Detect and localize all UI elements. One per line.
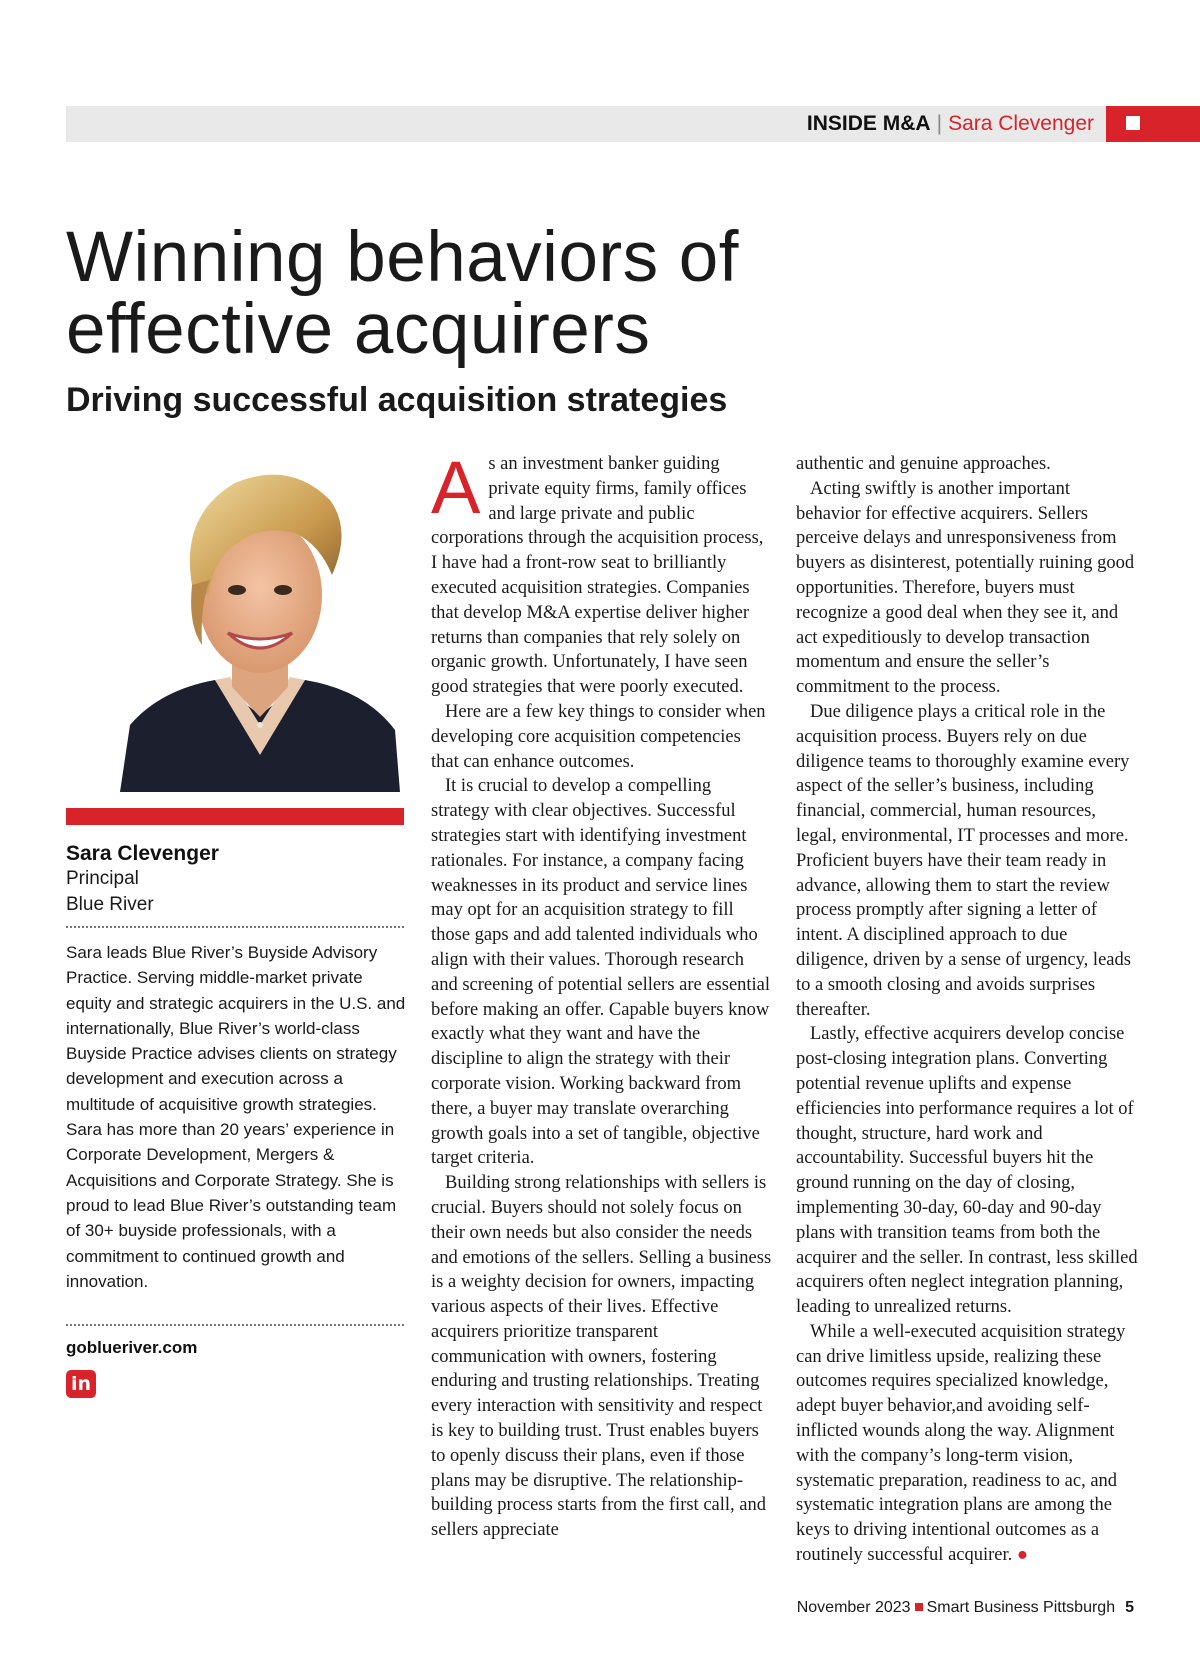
end-mark-icon: ● <box>1016 1545 1029 1566</box>
square-icon <box>915 1603 923 1611</box>
author-portrait <box>120 455 400 792</box>
header-separator: | <box>936 112 943 135</box>
website-link[interactable]: goblueriver.com <box>66 1338 198 1357</box>
headline-line-1: Winning behaviors of <box>66 218 740 297</box>
bio-text: Sara leads Blue River’s Buyside Advisory Practice. Serving middle-market private equity and strategic acquirers in the U.S. and internationally, Blue River’s world-class Buyside Practice advises clients on strategy development and execution across a multitude of acquisitive growth strategies. Sara has more than 20 years’ experience in Corporate Development, Mergers & Acquisitions and Corporate Strategy. She is proud to lead Blue River’s outstanding team of 30+ buyside professionals, with a commitment to continued growth and innovation. <box>66 943 406 1291</box>
bio-name: Sara Clevenger <box>66 842 219 865</box>
article-paragraph: Lastly, effective acquirers develop concise post-closing integration plans. Converting potential revenue uplifts and expense efficiencies into performance requires a lot of thought, structure, hard work and accountability. Successful buyers hit the ground running on the day of closing, implementing 30-day, 60-day and 90-day plans with transition teams from both the acquirer and the seller. In contrast, less skilled acquirers often neglect integration planning, leading to unrealized returns. <box>796 1024 1138 1318</box>
bio-divider <box>66 1324 404 1326</box>
page-footer <box>797 1599 1134 1617</box>
linkedin-icon[interactable]: in <box>66 1370 96 1398</box>
article-column-2 <box>796 452 1138 1568</box>
article-column-1 <box>431 446 773 1543</box>
header-author: Sara Clevenger <box>948 112 1094 135</box>
bio-company: Blue River <box>66 894 154 915</box>
article-paragraph: It is crucial to develop a compelling strategy with clear objectives. Successful strategies start with identifying investment rationales. For instance, a company facing weaknesses in its product and service lines may opt for an acquisition strategy to fill those gaps and add talented individuals who align with their values. Thorough research and screening of potential sellers are essential before making an offer. Capable buyers know exactly what they want and have the discipline to align the strategy with their corporate vision. Working backward from there, a buyer may translate overarching growth goals into a set of tangible, objective target criteria. <box>431 776 771 1169</box>
article-subheadline: Driving successful acquisition strategies <box>66 381 728 419</box>
article-paragraph: authentic and genuine approaches. <box>796 454 1051 474</box>
article-paragraph: While a well-executed acquisition strategy can drive limitless upside, realizing these outcomes requires specialized knowledge, adept buyer behavior,and avoiding self-inflicted wounds along the way. Alignment with the company’s long-term vision, systematic preparation, readiness to ac, and systematic integration plans are among the keys to driving intentional outcomes as a routinely successful acquirer. ● <box>796 1321 1126 1566</box>
square-icon <box>1126 116 1140 130</box>
article-paragraph: Here are a few key things to consider when developing core acquisition competencies that can enhance outcomes. <box>431 701 766 772</box>
footer-publication: Smart Business Pittsburgh <box>926 1599 1116 1616</box>
header-red-block <box>1106 106 1200 142</box>
bio-title: Principal <box>66 868 139 889</box>
bio-accent-rule <box>66 808 404 825</box>
bio-divider <box>66 926 404 928</box>
section-header <box>807 106 1094 142</box>
footer-issue: November 2023 <box>796 1599 911 1616</box>
drop-cap: A <box>431 446 481 529</box>
article-paragraph: As an investment banker guiding private equity firms, family offices and large private and public corporations through the acquisition process, I have had a front-row seat to brilliantly executed acquisition strategies. Companies that develop M&A expertise deliver higher returns than companies that rely solely on organic growth. Unfortunately, I have seen good strategies that were poorly executed. <box>431 446 764 698</box>
headline-line-2: effective acquirers <box>66 290 651 369</box>
article-paragraph: Building strong relationships with sellers is crucial. Buyers should not solely focus on their own needs but also consider the needs and emotions of the sellers. Selling a business is a weighty decision for owners, impacting various aspects of their lives. Effective acquirers prioritize transparent communication with owners, fostering enduring and trusting relationships. Treating every interaction with sensitivity and respect is key to building trust. Trust enables buyers to openly discuss their plans, even if those plans may be disruptive. The relationship-building process starts from the first call, and sellers appreciate <box>431 1173 772 1541</box>
article-paragraph: Acting swiftly is another important behavior for effective acquirers. Sellers perceive delays and unresponsiveness from buyers as disinterest, potentially ruining good opportunities. Therefore, buyers must recognize a good deal when they see it, and act expeditiously to develop transaction momentum and ensure the seller’s commitment to the process. <box>796 478 1135 698</box>
section-name: INSIDE M&A <box>806 112 931 135</box>
article-headline <box>66 218 966 369</box>
article-paragraph: Due diligence plays a critical role in the acquisition process. Buyers rely on due diligence teams to thoroughly examine every aspect of the seller’s business, including financial, commercial, human resources, legal, environmental, IT processes and more. Proficient buyers have their team ready in advance, allowing them to start the review process promptly after signing a letter of intent. A disciplined approach to due diligence, driven by a sense of urgency, leads to a smooth closing and avoids surprises thereafter. <box>796 701 1131 1020</box>
header-bar <box>66 106 1200 142</box>
page-number: 5 <box>1125 1599 1134 1616</box>
